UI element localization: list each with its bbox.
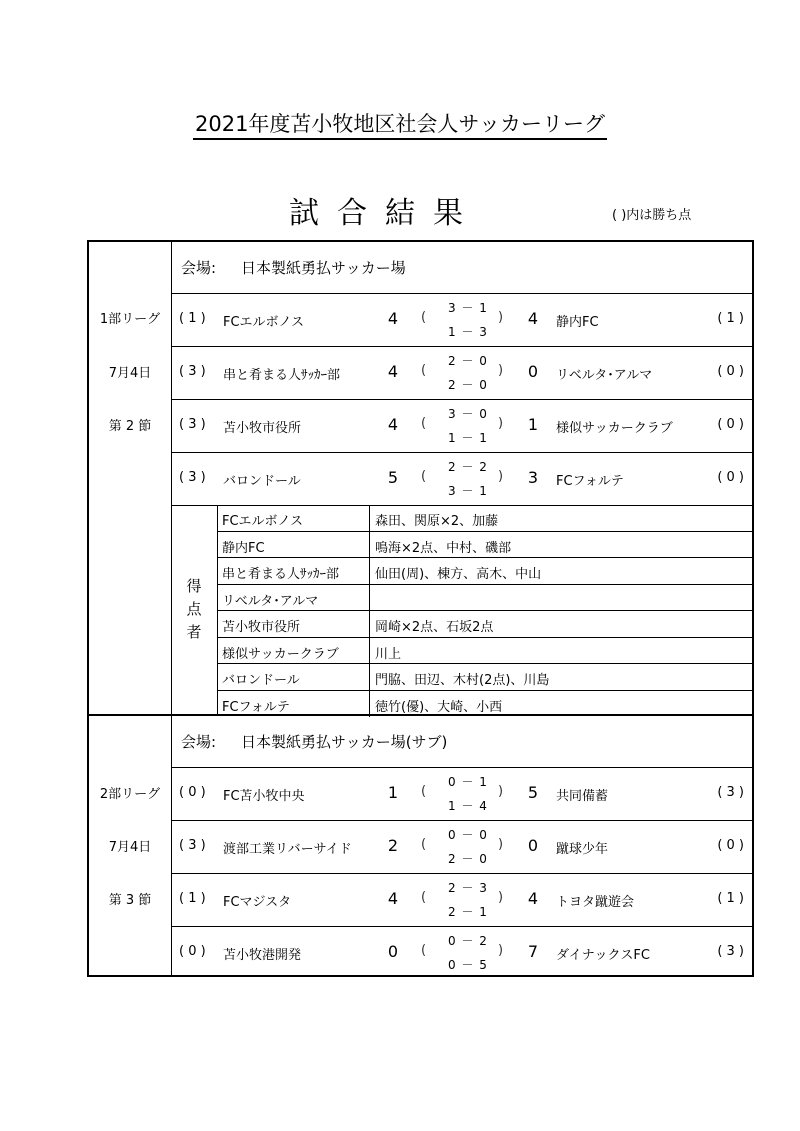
away-score: 0 <box>527 836 539 855</box>
first-half-score: 0 － 2 <box>448 934 488 948</box>
away-team: トヨタ蹴遊会 <box>556 895 635 910</box>
away-score: 0 <box>527 362 539 381</box>
away-score: 4 <box>527 309 539 328</box>
match-row <box>171 926 752 979</box>
first-half-score: 2 － 3 <box>448 881 488 895</box>
second-half-score: 3 － 1 <box>448 484 488 498</box>
scorer-players: 徳竹(優)、大崎、小西 <box>375 699 503 715</box>
first-half-score: 3 － 0 <box>448 407 488 421</box>
open-paren: ( <box>421 363 427 378</box>
scorer-team: 様似サッカークラブ <box>222 646 339 662</box>
first-half-score: 3 － 1 <box>448 301 488 315</box>
scorer-list-cell <box>369 611 494 637</box>
scorers-label-char: 者 <box>186 623 202 641</box>
close-paren: ) <box>498 469 504 484</box>
open-paren: ( <box>421 310 427 325</box>
venue-row <box>171 242 752 294</box>
away-team: 様似サッカークラブ <box>556 421 673 436</box>
away-score: 1 <box>527 415 539 434</box>
scorer-team: FCエルボノス <box>222 514 304 529</box>
close-paren: ) <box>498 416 504 431</box>
away-score: 5 <box>527 783 539 802</box>
scorer-team: リベルタ･アルマ <box>222 593 319 609</box>
open-paren: ( <box>421 837 427 852</box>
close-paren: ) <box>498 943 504 958</box>
close-paren: ) <box>498 310 504 325</box>
home-score: 4 <box>387 309 399 328</box>
match-row <box>171 452 752 506</box>
match-row <box>171 399 752 453</box>
match-row <box>171 873 752 927</box>
scorer-list-cell <box>369 664 550 690</box>
points-note: ( )内は勝ち点 <box>612 208 692 223</box>
round-label: 第 3 節 <box>108 893 152 908</box>
home-team: FC苫小牧中央 <box>223 789 305 804</box>
away-score: 3 <box>527 468 539 487</box>
document-title: 2021年度苫小牧地区社会人サッカーリーグ <box>0 108 800 138</box>
first-half-score: 0 － 0 <box>448 828 488 842</box>
home-score: 2 <box>387 836 399 855</box>
away-team: リベルタ･アルマ <box>556 368 653 383</box>
close-paren: ) <box>498 363 504 378</box>
close-paren: ) <box>498 837 504 852</box>
home-points: ( 1 ) <box>179 311 206 326</box>
away-team: FCフォルテ <box>556 474 624 489</box>
away-points: ( 0 ) <box>717 470 744 485</box>
second-half-score: 1 － 3 <box>448 325 488 339</box>
away-points: ( 0 ) <box>717 364 744 379</box>
home-points: ( 3 ) <box>179 364 206 379</box>
league-name: 2部リーグ <box>99 787 161 802</box>
venue-name: 日本製紙勇払サッカー場 <box>241 259 406 277</box>
open-paren: ( <box>421 890 427 905</box>
scorer-team: 串と肴まる人ｻｯｶｰ部 <box>222 567 340 582</box>
home-points: ( 0 ) <box>179 944 206 959</box>
scorer-row <box>217 585 752 612</box>
league-2-block <box>87 714 754 977</box>
home-team: 渡部工業リバーサイド <box>223 842 352 857</box>
close-paren: ) <box>498 784 504 799</box>
home-score: 4 <box>387 889 399 908</box>
away-team: ダイナックスFC <box>556 948 650 963</box>
first-half-score: 2 － 2 <box>448 460 488 474</box>
venue-name: 日本製紙勇払サッカー場(サブ) <box>241 733 448 751</box>
scorer-players: 岡崎×2点、石坂2点 <box>375 620 494 635</box>
venue-label: 会場: <box>181 733 217 751</box>
scorer-players: 門脇、田辺、木村(2点)、川島 <box>375 673 550 688</box>
scorer-row <box>217 558 752 585</box>
away-points: ( 1 ) <box>717 311 744 326</box>
home-score: 4 <box>387 415 399 434</box>
second-half-score: 1 － 1 <box>448 431 488 445</box>
league-1-block <box>87 240 754 716</box>
first-half-score: 2 － 0 <box>448 354 488 368</box>
home-score: 5 <box>387 468 399 487</box>
away-team: 静内FC <box>556 315 599 330</box>
away-team: 蹴球少年 <box>556 842 609 857</box>
away-points: ( 0 ) <box>717 838 744 853</box>
home-score: 4 <box>387 362 399 381</box>
match-date: 7月4日 <box>108 366 152 381</box>
away-score: 4 <box>527 889 539 908</box>
first-half-score: 0 － 1 <box>448 775 488 789</box>
close-paren: ) <box>498 890 504 905</box>
home-points: ( 3 ) <box>179 417 206 432</box>
scorer-players: 仙田(周)、棟方、高木、中山 <box>375 567 542 582</box>
scorer-team: バロンドール <box>222 673 300 688</box>
scorer-players: 鳴海×2点、中村、磯部 <box>375 540 512 556</box>
away-score: 7 <box>527 942 539 961</box>
round-label: 第 2 節 <box>108 419 152 434</box>
scorer-list-cell <box>369 532 512 558</box>
scorer-team: 苫小牧市役所 <box>222 620 301 635</box>
home-points: ( 3 ) <box>179 470 206 485</box>
home-team: 苫小牧港開発 <box>223 948 302 963</box>
league-name: 1部リーグ <box>99 312 161 327</box>
open-paren: ( <box>421 469 427 484</box>
scorer-list-cell <box>369 558 542 584</box>
home-team: 苫小牧市役所 <box>223 421 302 436</box>
match-row <box>171 293 752 347</box>
second-half-score: 2 － 1 <box>448 905 488 919</box>
second-half-score: 2 － 0 <box>448 378 488 392</box>
venue-label: 会場: <box>181 259 217 277</box>
scorer-team: 静内FC <box>222 540 265 556</box>
second-half-score: 1 － 4 <box>448 799 488 813</box>
home-score: 1 <box>387 783 399 802</box>
scorer-row <box>217 611 752 638</box>
scorer-list-cell <box>369 638 402 664</box>
away-points: ( 1 ) <box>717 891 744 906</box>
home-points: ( 3 ) <box>179 838 206 853</box>
away-points: ( 3 ) <box>717 785 744 800</box>
scorer-row <box>217 638 752 665</box>
match-date: 7月4日 <box>108 840 152 855</box>
open-paren: ( <box>421 943 427 958</box>
home-points: ( 0 ) <box>179 785 206 800</box>
scorer-row <box>217 664 752 691</box>
second-half-score: 0 － 5 <box>448 958 488 972</box>
scorer-players: 川上 <box>375 646 402 662</box>
home-team: 串と肴まる人ｻｯｶｰ部 <box>223 368 341 383</box>
match-row <box>171 767 752 821</box>
match-row <box>171 820 752 874</box>
scorer-players: 森田、関原×2、加藤 <box>375 514 499 529</box>
results-heading: 試合結果 <box>289 196 481 231</box>
open-paren: ( <box>421 784 427 799</box>
scorers-label-char: 得 <box>186 577 202 595</box>
away-team: 共同備蓄 <box>556 789 609 804</box>
away-points: ( 0 ) <box>717 417 744 432</box>
league-2-info-column <box>89 716 172 975</box>
scorers-label <box>171 505 218 714</box>
home-team: FCマジスタ <box>223 895 292 910</box>
scorer-team: FCフォルテ <box>222 699 290 715</box>
home-team: バロンドール <box>223 474 301 489</box>
scorer-row <box>217 505 752 532</box>
second-half-score: 2 － 0 <box>448 852 488 866</box>
open-paren: ( <box>421 416 427 431</box>
match-row <box>171 346 752 400</box>
home-score: 0 <box>387 942 399 961</box>
scorers-label-char: 点 <box>186 600 202 618</box>
scorer-list-cell <box>369 585 370 611</box>
home-points: ( 1 ) <box>179 891 206 906</box>
league-1-info-column <box>89 242 172 714</box>
scorer-list-cell <box>369 505 499 531</box>
away-points: ( 3 ) <box>717 944 744 959</box>
venue-row <box>171 716 752 768</box>
home-team: FCエルボノス <box>223 315 305 330</box>
scorer-row <box>217 532 752 559</box>
scorers-table <box>171 505 752 714</box>
